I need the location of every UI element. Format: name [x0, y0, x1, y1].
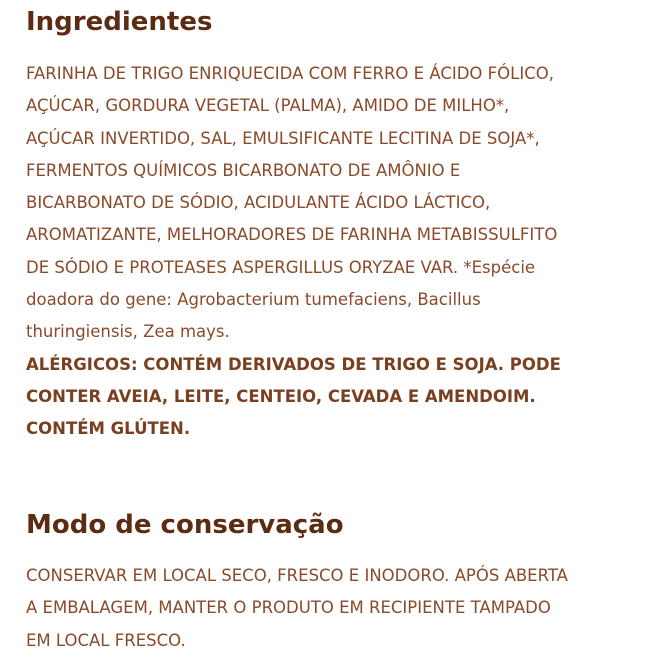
allergen-warning [26, 349, 656, 446]
ingredients-line: DE SÓDIO E PROTEASES ASPERGILLUS ORYZAE VAR. *Espécie [26, 257, 536, 277]
allergen-line: ALÉRGICOS: CONTÉM DERIVADOS DE TRIGO E SOJA. PODE [26, 354, 561, 374]
conservation-line: A EMBALAGEM, MANTER O PRODUTO EM RECIPIENTE TAMPADO [26, 598, 551, 618]
conservation-text [26, 560, 656, 657]
ingredients-line: BICARBONATO DE SÓDIO, ACIDULANTE ÁCIDO LÁCTICO, [26, 193, 491, 213]
ingredients-line: AÇÚCAR INVERTIDO, SAL, EMULSIFICANTE LECITINA DE SOJA*, [26, 128, 540, 148]
ingredients-line: FERMENTOS QUÍMICOS BICARBONATO DE AMÔNIO E [26, 160, 461, 180]
ingredients-title: Ingredientes [26, 7, 213, 37]
allergen-line: CONTÉM GLÚTEN. [26, 419, 191, 439]
ingredients-line: FARINHA DE TRIGO ENRIQUECIDA COM FERRO E ÁCIDO FÓLICO, [26, 64, 554, 83]
ingredients-line: AROMATIZANTE, MELHORADORES DE FARINHA METABISSULFITO [26, 225, 558, 245]
conservation-line: CONSERVAR EM LOCAL SECO, FRESCO E INODORO. APÓS ABERTA [26, 566, 568, 585]
ingredients-line: thuringiensis, Zea mays. [26, 322, 230, 342]
allergen-line: CONTER AVEIA, LEITE, CENTEIO, CEVADA E AMENDOIM. [26, 386, 536, 406]
conservation-line: EM LOCAL FRESCO. [26, 630, 186, 650]
ingredients-line: AÇÚCAR, GORDURA VEGETAL (PALMA), AMIDO DE MILHO*, [26, 96, 510, 116]
ingredients-line: doadora do gene: Agrobacterium tumefaciens, Bacillus [26, 290, 481, 310]
conservation-title: Modo de conservação [26, 510, 344, 540]
ingredients-text [26, 58, 656, 446]
